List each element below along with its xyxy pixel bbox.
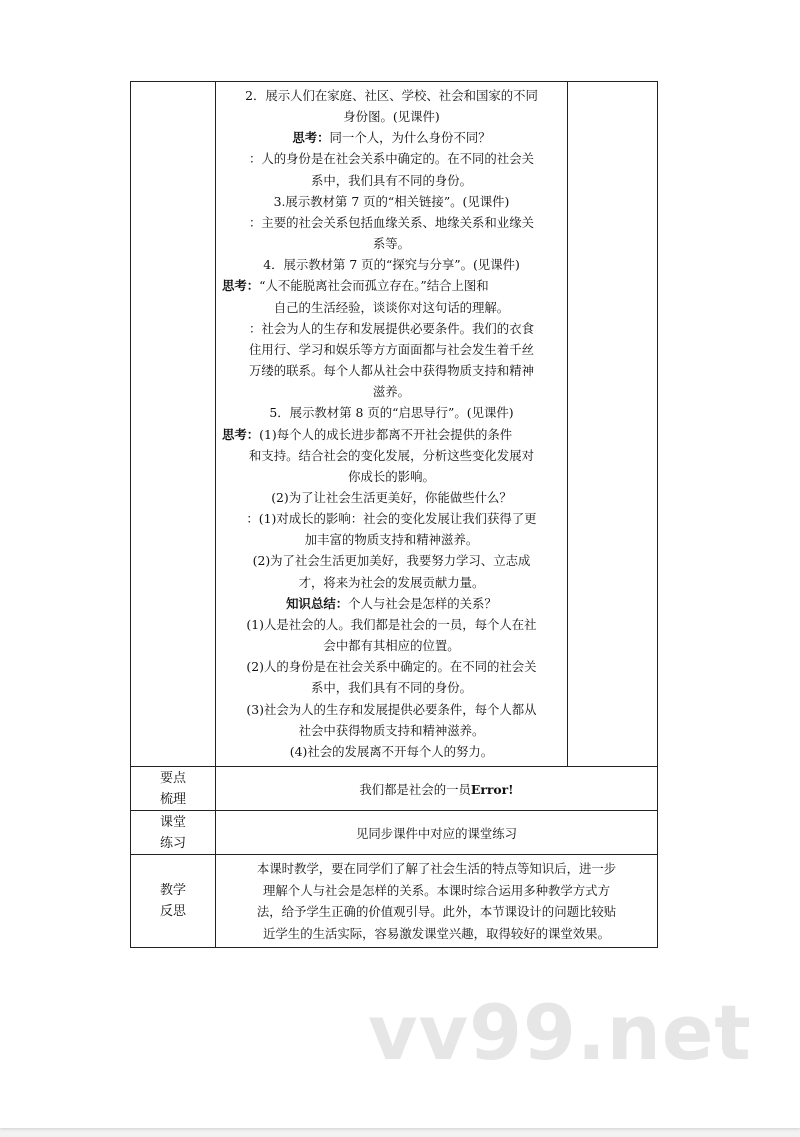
process-label-cell — [131, 82, 216, 767]
line-text: “人不能脱离社会而孤立存在。”结合上图和 — [259, 278, 489, 294]
reflection-line: 本课时教学，要在同学们了解了社会生活的特点等知识后，进一步 — [256, 861, 617, 876]
bold-label: 思考： — [222, 278, 260, 294]
line-text: (3)社会为人的生存和发展提供必要条件，每个人都从 — [246, 701, 537, 717]
line-text: ：主要的社会关系包括血缘关系、地缘关系和业缘关 — [249, 214, 534, 230]
content-line — [222, 572, 561, 593]
line-text: ：(1)对成长的影响：社会的变化发展让我们获得了更 — [246, 511, 537, 527]
practice-row — [131, 811, 658, 855]
reflection-label-line2: 反思 — [159, 904, 186, 919]
content-line — [222, 254, 561, 275]
content-line — [222, 614, 561, 635]
line-text: 3.展示教材第 7 页的“相关链接”。(见课件) — [273, 193, 510, 209]
process-content-cell — [216, 82, 568, 767]
content-line — [222, 593, 561, 614]
line-text: (1)每个人的成长进步都离不开社会提供的条件 — [259, 426, 513, 442]
content-line — [222, 720, 561, 741]
bold-label: 思考： — [222, 426, 260, 442]
reflection-line: 理解个人与社会是怎样的关系。本课时综合运用多种教学方式方 — [263, 882, 610, 898]
line-text: 和支持。结合社会的变化发展，分析这些变化发展对 — [249, 447, 534, 463]
key-points-label-line2: 梳理 — [159, 791, 186, 807]
bold-label: 知识总结： — [286, 595, 349, 611]
content-line — [222, 318, 561, 339]
content-line — [222, 445, 561, 466]
content-line — [222, 106, 561, 127]
content-line — [222, 381, 561, 402]
line-text: 你成长的影响。 — [348, 468, 435, 484]
content-line — [222, 550, 561, 571]
line-text: 身份图。(见课件) — [343, 109, 440, 125]
content-line — [222, 402, 561, 423]
line-text: (2)为了社会生活更加美好，我要努力学习、立志成 — [252, 553, 531, 569]
line-text: 系中，我们具有不同的身份。 — [310, 172, 473, 188]
line-text: 5．展示教材第 8 页的“启思导行”。(见课件) — [269, 405, 514, 421]
reflection-label — [131, 855, 216, 948]
reflection-row — [131, 855, 658, 948]
reflection-label-line1: 教学 — [159, 883, 186, 898]
line-text: 2．展示人们在家庭、社区、学校、社会和国家的不同 — [245, 88, 538, 103]
process-row — [131, 82, 658, 767]
line-text: 自己的生活经验，谈谈你对这句话的理解。 — [273, 299, 510, 315]
reflection-line: 近学生的生活实际，容易激发课堂兴趣，取得较好的课堂效果。 — [263, 925, 610, 941]
content-line — [222, 656, 561, 677]
bold-label: 思考： — [292, 130, 330, 146]
key-points-label-line1: 要点 — [159, 770, 186, 786]
content-line — [222, 170, 561, 191]
line-text: 滋养。 — [372, 384, 411, 400]
key-points-text: 我们都是社会的一员 — [359, 781, 471, 797]
line-text: 系中，我们具有不同的身份。 — [310, 680, 473, 696]
content-line — [222, 466, 561, 487]
line-text: 社会中获得物质支持和精神滋养。 — [298, 722, 485, 738]
content-line — [222, 635, 561, 656]
line-text: 会中都有其相应的位置。 — [323, 638, 460, 654]
line-text: ：社会为人的生存和发展提供必要条件。我们的衣食 — [249, 320, 534, 336]
line-text: 4．展示教材第 7 页的“探究与分享”。(见课件) — [263, 257, 520, 273]
reflection-line: 法，给予学生正确的价值观引导。此外，本节课设计的问题比较贴 — [256, 904, 617, 919]
watermark-text: vv99.net — [368, 988, 752, 1077]
content-line — [222, 699, 561, 720]
practice-content: 见同步课件中对应的课堂练习 — [216, 811, 658, 855]
key-points-label — [131, 767, 216, 811]
content-line — [222, 677, 561, 698]
line-text: 万缕的联系。每个人都从社会中获得物质支持和精神 — [249, 363, 534, 379]
content-line — [222, 529, 561, 550]
key-points-content — [216, 767, 658, 811]
content-line — [222, 191, 561, 212]
content-line — [222, 85, 561, 106]
lesson-plan-table — [130, 81, 658, 948]
key-points-error: Error! — [470, 781, 514, 797]
practice-label-line2: 练习 — [159, 835, 186, 851]
key-points-row — [131, 767, 658, 811]
line-text: 系等。 — [372, 236, 411, 252]
line-text: ：人的身份是在社会关系中确定的。在不同的社会关 — [249, 151, 534, 167]
content-line — [222, 148, 561, 169]
line-text: (1)人是社会的人。我们都是社会的一员，每个人在社 — [246, 616, 537, 632]
content-line — [222, 508, 561, 529]
content-line — [222, 212, 561, 233]
reflection-content — [216, 855, 658, 948]
content-line — [222, 424, 561, 445]
process-notes-cell — [568, 82, 658, 767]
content-line — [222, 487, 561, 508]
practice-label — [131, 811, 216, 855]
content-line — [222, 741, 561, 762]
practice-label-line1: 课堂 — [159, 814, 186, 830]
content-line — [222, 127, 561, 148]
line-text: 同一个人，为什么身份不同？ — [329, 130, 491, 146]
content-line — [222, 360, 561, 381]
line-text: (2)为了让社会生活更美好，你能做些什么？ — [271, 489, 512, 505]
line-text: 住用行、学习和娱乐等方方面面都与社会发生着千丝 — [249, 341, 534, 357]
content-line — [222, 297, 561, 318]
content-line — [222, 233, 561, 254]
line-text: 加丰富的物质支持和精神滋养。 — [304, 532, 479, 548]
line-text: (2)人的身份是在社会关系中确定的。在不同的社会关 — [246, 659, 537, 675]
content-line — [222, 339, 561, 360]
line-text: 才，将来为社会的发展贡献力量。 — [298, 574, 485, 590]
content-line — [222, 275, 561, 296]
line-text: (4)社会的发展离不开每个人的努力。 — [289, 743, 494, 759]
line-text: 个人与社会是怎样的关系？ — [348, 595, 497, 611]
